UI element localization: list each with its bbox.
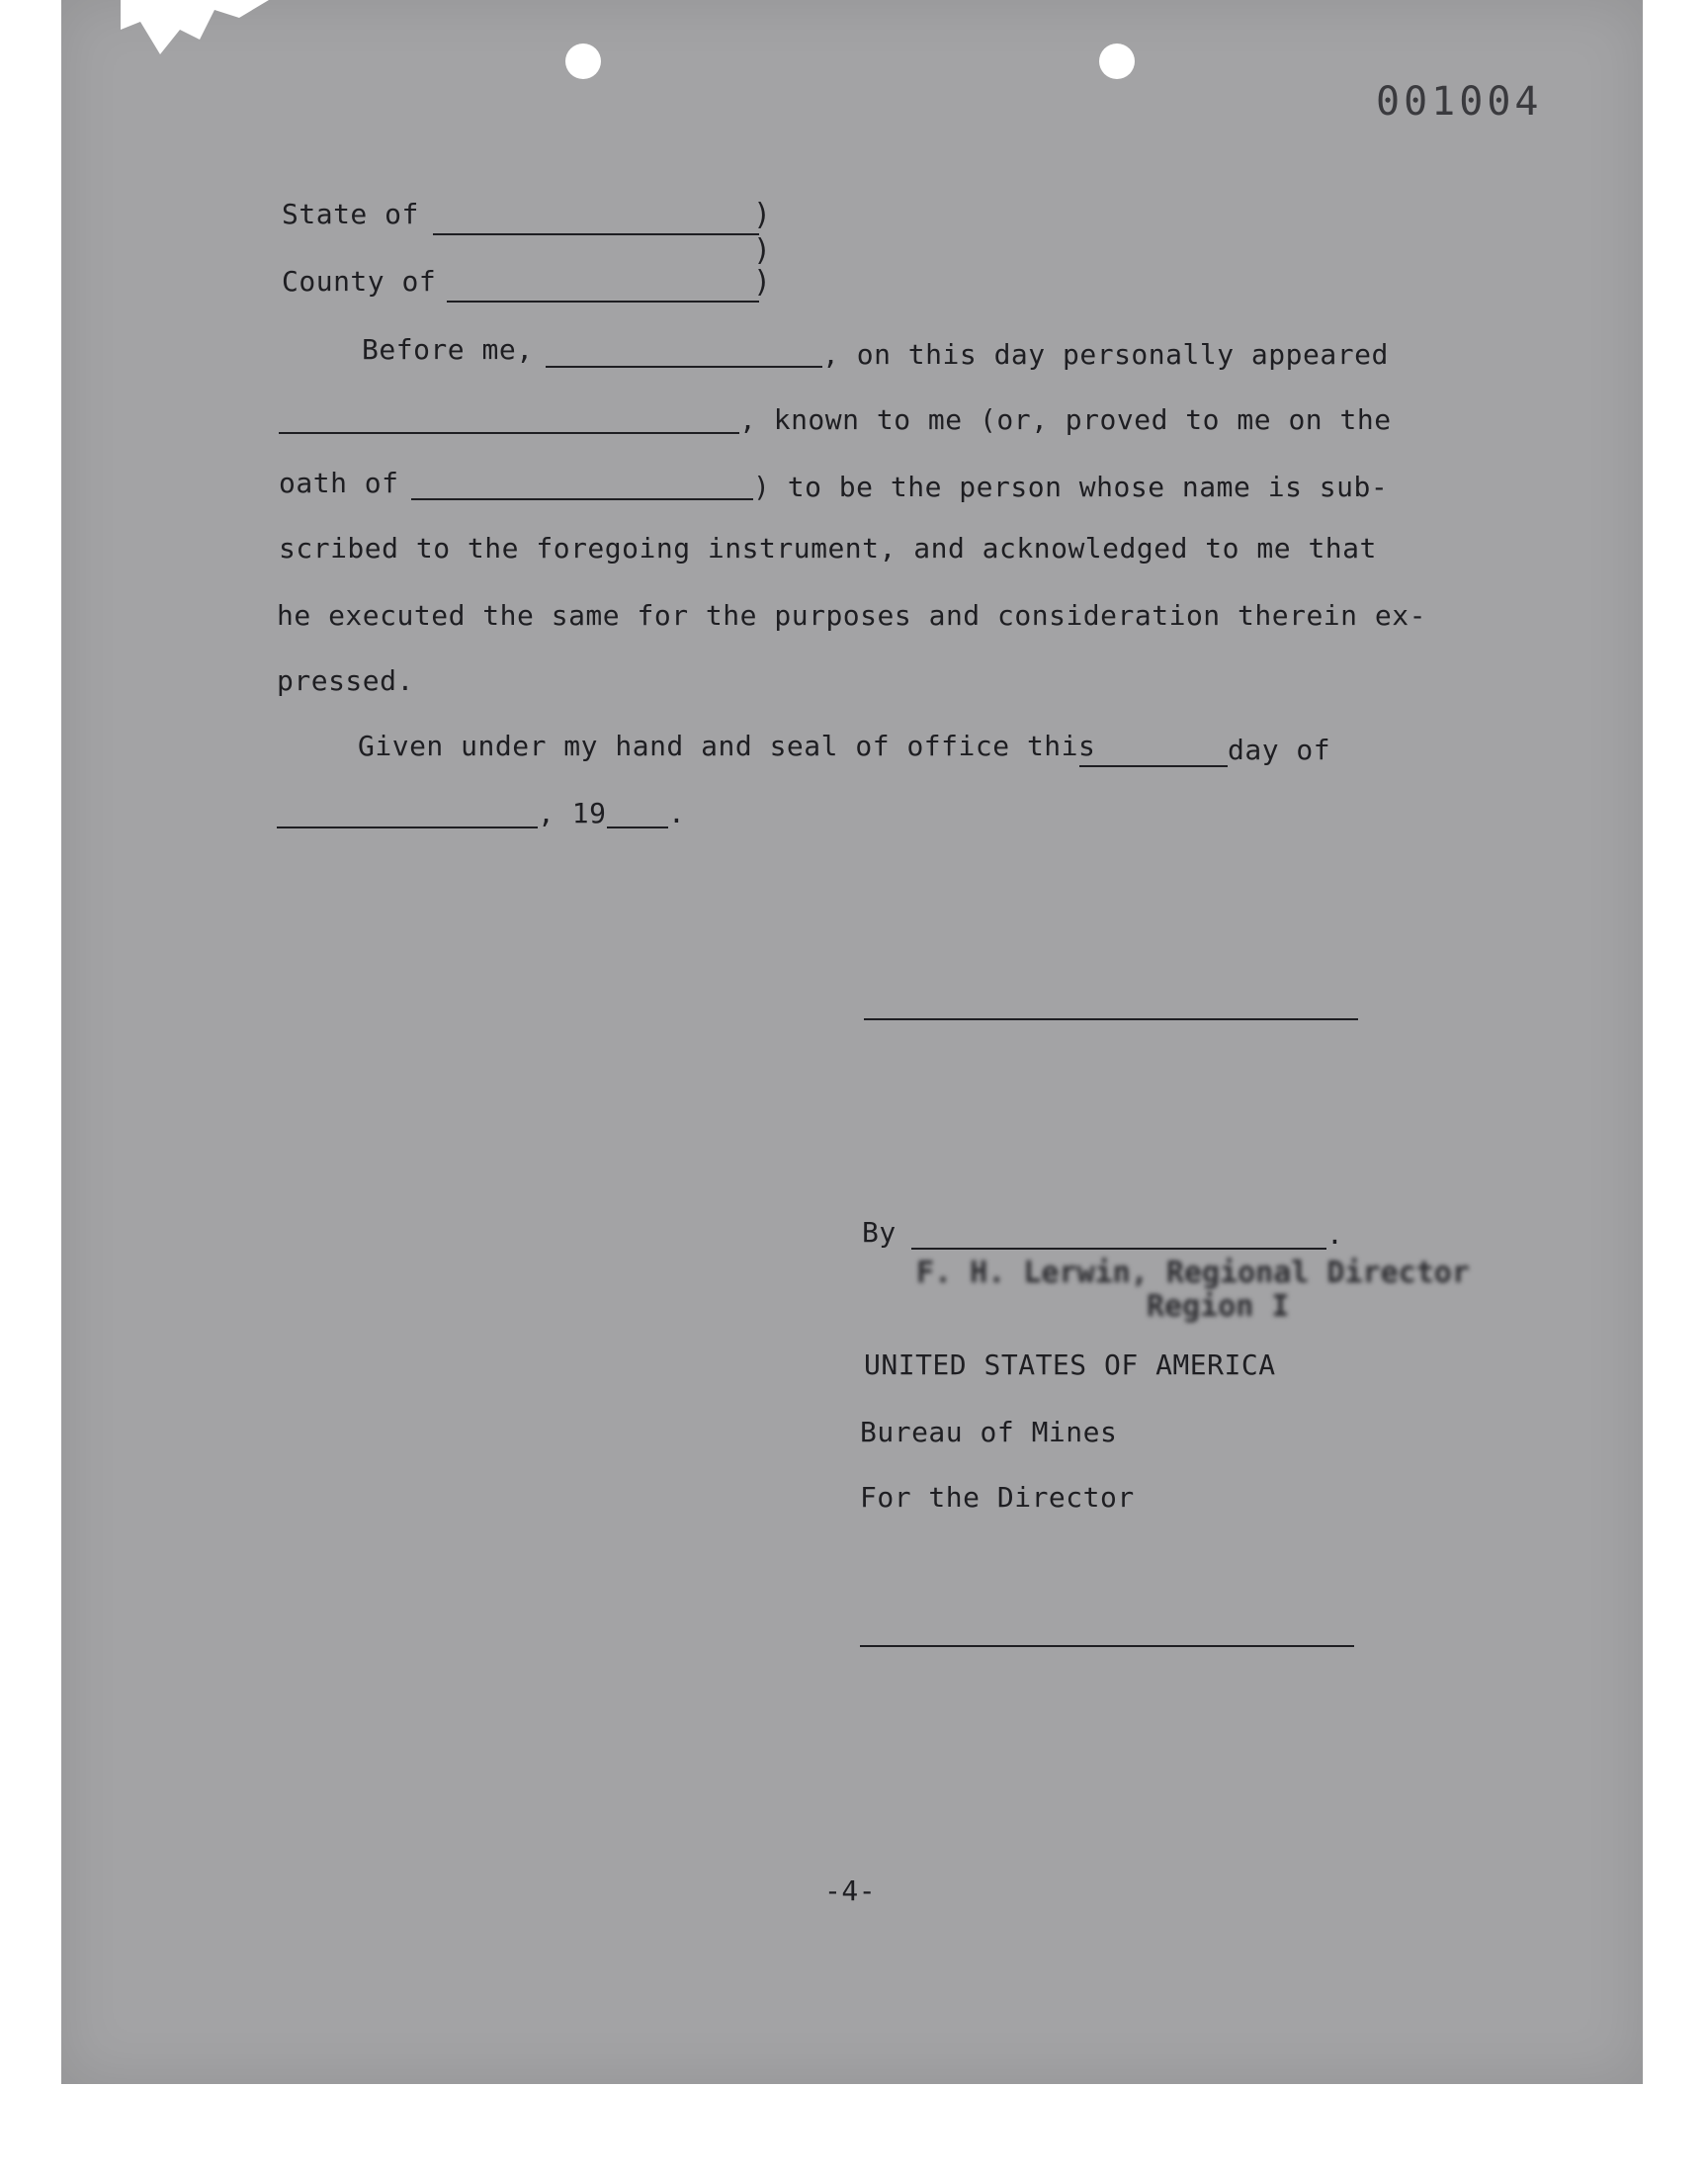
county-blank bbox=[447, 301, 759, 303]
para1-line2: , known to me (or, proved to me on the bbox=[739, 403, 1392, 436]
signature-line-bottom bbox=[860, 1645, 1354, 1647]
para1-line1-b: , on this day personally appeared bbox=[822, 338, 1389, 371]
signature-line-top bbox=[864, 1018, 1358, 1020]
para2-period: . bbox=[668, 797, 686, 829]
para1-line4: scribed to the foregoing instrument, and acknowledged to me that bbox=[279, 532, 1377, 565]
org-director: For the Director bbox=[860, 1481, 1135, 1514]
torn-corner bbox=[121, 0, 269, 59]
day-blank bbox=[1079, 765, 1228, 767]
document-number: 001004 bbox=[1376, 79, 1543, 125]
org-bureau: Bureau of Mines bbox=[860, 1416, 1118, 1448]
bracket-mid: ) bbox=[753, 233, 772, 268]
bracket-top: ) bbox=[753, 198, 772, 232]
year-blank bbox=[607, 826, 668, 828]
para2-line1-b: day of bbox=[1228, 734, 1331, 766]
punch-hole-right bbox=[1099, 44, 1135, 79]
para2-year-prefix: , 19 bbox=[538, 797, 607, 829]
org-usa: UNITED STATES OF AMERICA bbox=[864, 1348, 1276, 1381]
oath-blank bbox=[411, 498, 753, 500]
by-label: By bbox=[862, 1216, 897, 1249]
by-period: . bbox=[1326, 1218, 1344, 1251]
para2-line1-a: Given under my hand and seal of office this bbox=[358, 730, 1096, 762]
para1-line6: pressed. bbox=[277, 664, 414, 697]
page-number: -4- bbox=[824, 1874, 877, 1907]
county-label: County of bbox=[282, 265, 437, 298]
state-label: State of bbox=[282, 198, 419, 230]
state-blank bbox=[433, 233, 759, 235]
signer-name-title: F. H. Lerwin, Regional Director bbox=[916, 1256, 1470, 1290]
para1-line5: he executed the same for the purposes and consideration therein ex- bbox=[277, 599, 1426, 632]
appearer-name-blank bbox=[279, 432, 739, 434]
bracket-bottom: ) bbox=[753, 265, 772, 300]
document-page bbox=[61, 0, 1643, 2084]
para1-line3-b: ) to be the person whose name is sub- bbox=[753, 471, 1389, 503]
para1-line3-a: oath of bbox=[279, 467, 399, 499]
month-blank bbox=[277, 826, 538, 828]
officer-name-blank bbox=[546, 366, 822, 368]
by-signature-blank bbox=[911, 1248, 1326, 1250]
signer-region: Region I bbox=[1147, 1289, 1290, 1324]
punch-hole-left bbox=[565, 44, 601, 79]
para1-line1-a: Before me, bbox=[362, 333, 534, 366]
